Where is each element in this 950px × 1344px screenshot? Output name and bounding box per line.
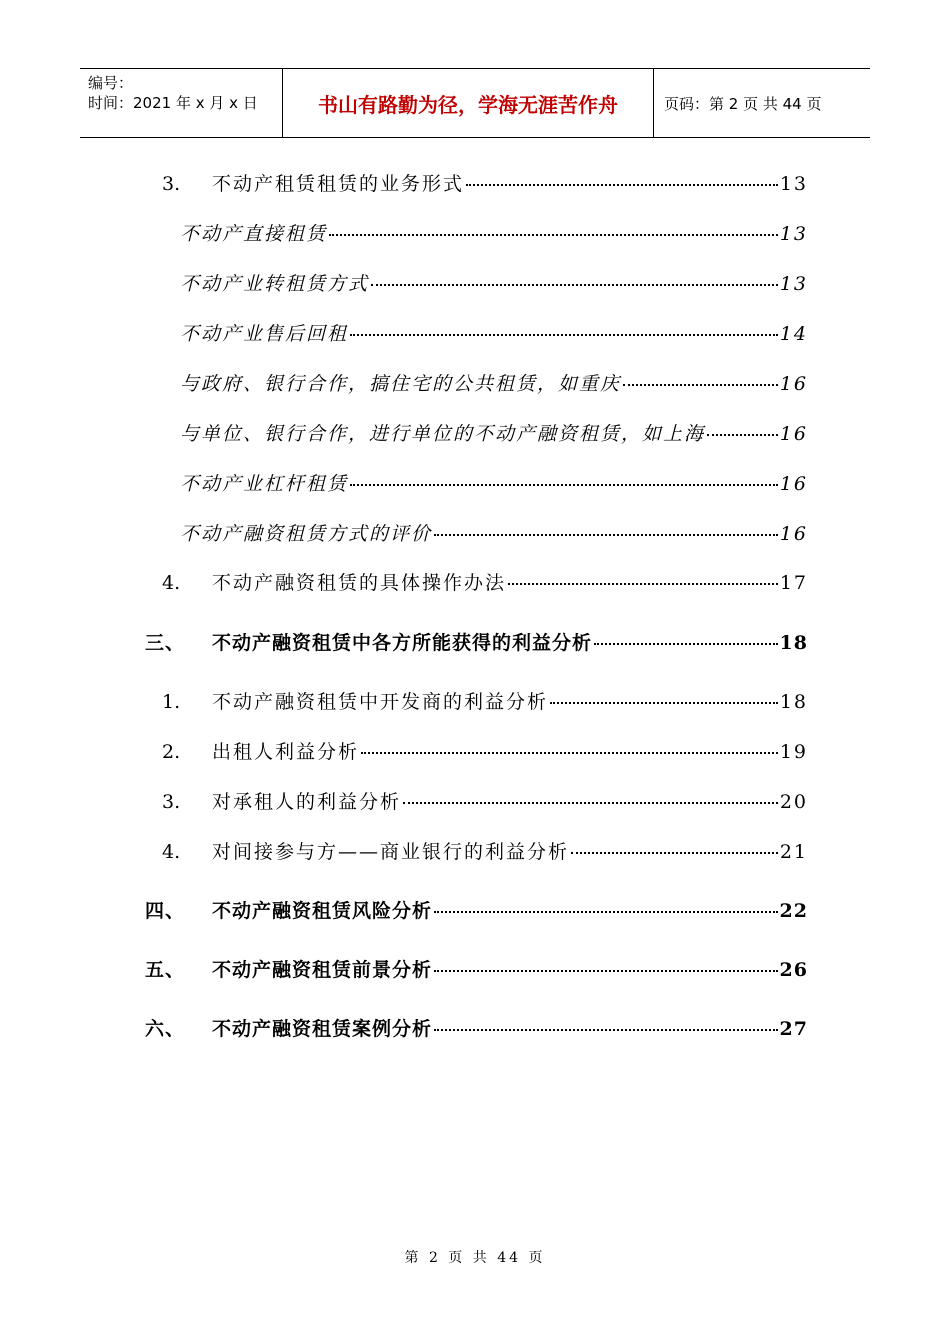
header-motto: 书山有路勤为径，学海无涯苦作舟: [282, 69, 654, 137]
toc-entry-title: 不动产融资租赁中各方所能获得的利益分析: [212, 632, 593, 654]
toc-entry[interactable]: [180, 219, 808, 249]
toc-chapter-entry[interactable]: [145, 1014, 808, 1044]
toc-dot-leader: [466, 184, 778, 186]
toc-entry-page: 21: [779, 841, 808, 863]
toc-entry-title: 出租人利益分析: [212, 741, 360, 763]
toc-entry[interactable]: [180, 269, 808, 299]
toc-entry-page: 14: [779, 323, 808, 345]
toc-entry-number: 五、: [145, 959, 186, 981]
page-header: [80, 68, 870, 138]
toc-entry[interactable]: [162, 568, 808, 598]
toc-entry-page: 26: [779, 959, 808, 981]
toc-entry[interactable]: [180, 319, 808, 349]
toc-entry-title: 与政府、银行合作，搞住宅的公共租赁，如重庆: [180, 373, 622, 395]
toc-entry-title: 不动产直接租赁: [180, 223, 328, 245]
toc-dot-leader: [623, 384, 778, 386]
toc-dot-leader: [434, 1029, 778, 1031]
header-time-label: 时间：2021 年 x 月 x 日: [88, 94, 258, 112]
toc-chapter-entry[interactable]: [145, 628, 808, 658]
toc-entry-number: 1.: [162, 691, 181, 713]
toc-entry[interactable]: [162, 169, 808, 199]
toc-entry[interactable]: [180, 369, 808, 399]
toc-entry-title: 不动产融资租赁方式的评价: [180, 523, 433, 545]
toc-entry[interactable]: [162, 787, 808, 817]
toc-entry-number: 三、: [145, 632, 186, 654]
toc-entry[interactable]: [180, 469, 808, 499]
toc-entry[interactable]: [180, 419, 808, 449]
toc-entry[interactable]: [162, 737, 808, 767]
toc-entry-page: 13: [779, 273, 808, 295]
toc-dot-leader: [403, 802, 778, 804]
toc-entry-title: 不动产业转租赁方式: [180, 273, 370, 295]
toc-entry-page: 18: [779, 632, 808, 654]
toc-entry-title: 与单位、银行合作，进行单位的不动产融资租赁，如上海: [180, 423, 706, 445]
toc-entry-title: 不动产业杠杆租赁: [180, 473, 349, 495]
toc-entry-page: 22: [779, 900, 808, 922]
toc-chapter-entry[interactable]: [145, 896, 808, 926]
toc-entry-page: 17: [779, 572, 808, 594]
toc-chapter-entry[interactable]: [145, 955, 808, 985]
header-page-info: 页码：第 2 页 共 44 页: [664, 94, 822, 113]
toc-entry-title: 不动产业售后回租: [180, 323, 349, 345]
toc-entry-title: 不动产融资租赁风险分析: [212, 900, 433, 922]
toc-entry-title: 不动产融资租赁前景分析: [212, 959, 433, 981]
toc-dot-leader: [434, 970, 778, 972]
toc-entry-page: 16: [779, 473, 808, 495]
toc-entry-page: 16: [779, 523, 808, 545]
toc-entry-number: 六、: [145, 1018, 186, 1040]
header-meta: [80, 69, 282, 137]
toc-dot-leader: [371, 284, 778, 286]
toc-dot-leader: [361, 752, 778, 754]
toc-entry-page: 16: [779, 373, 808, 395]
toc-entry-title: 对承租人的利益分析: [212, 791, 402, 813]
toc-entry-page: 19: [779, 741, 808, 763]
toc-dot-leader: [350, 334, 778, 336]
page-footer: 第 2 页 共 44 页: [404, 1250, 546, 1266]
toc-entry-number: 4.: [162, 841, 181, 863]
header-number-label: 编号：: [88, 74, 134, 92]
toc-entry-title: 不动产融资租赁的具体操作办法: [212, 572, 507, 594]
toc-entry-title: 对间接参与方——商业银行的利益分析: [212, 841, 570, 863]
toc-dot-leader: [329, 234, 778, 236]
toc-entry-page: 13: [779, 223, 808, 245]
toc-entry-title: 不动产租赁租赁的业务形式: [212, 173, 465, 195]
toc-entry-number: 3.: [162, 791, 181, 813]
toc-entry-page: 27: [779, 1018, 808, 1040]
toc-entry-number: 四、: [145, 900, 186, 922]
toc-entry[interactable]: [180, 519, 808, 549]
toc-entry[interactable]: [162, 687, 808, 717]
toc-entry-page: 13: [779, 173, 808, 195]
toc-entry-title: 不动产融资租赁案例分析: [212, 1018, 433, 1040]
toc-entry[interactable]: [162, 837, 808, 867]
toc-dot-leader: [707, 434, 778, 436]
toc-dot-leader: [594, 643, 778, 645]
toc-dot-leader: [350, 484, 778, 486]
toc-entry-number: 4.: [162, 572, 181, 594]
toc-dot-leader: [434, 534, 778, 536]
toc-entry-page: 18: [779, 691, 808, 713]
toc-entry-number: 3.: [162, 173, 181, 195]
toc-dot-leader: [550, 702, 778, 704]
toc-entry-title: 不动产融资租赁中开发商的利益分析: [212, 691, 549, 713]
toc-dot-leader: [434, 911, 778, 913]
toc-entry-number: 2.: [162, 741, 181, 763]
toc-dot-leader: [508, 583, 778, 585]
toc-entry-page: 20: [779, 791, 808, 813]
toc-dot-leader: [571, 852, 778, 854]
toc-entry-page: 16: [779, 423, 808, 445]
